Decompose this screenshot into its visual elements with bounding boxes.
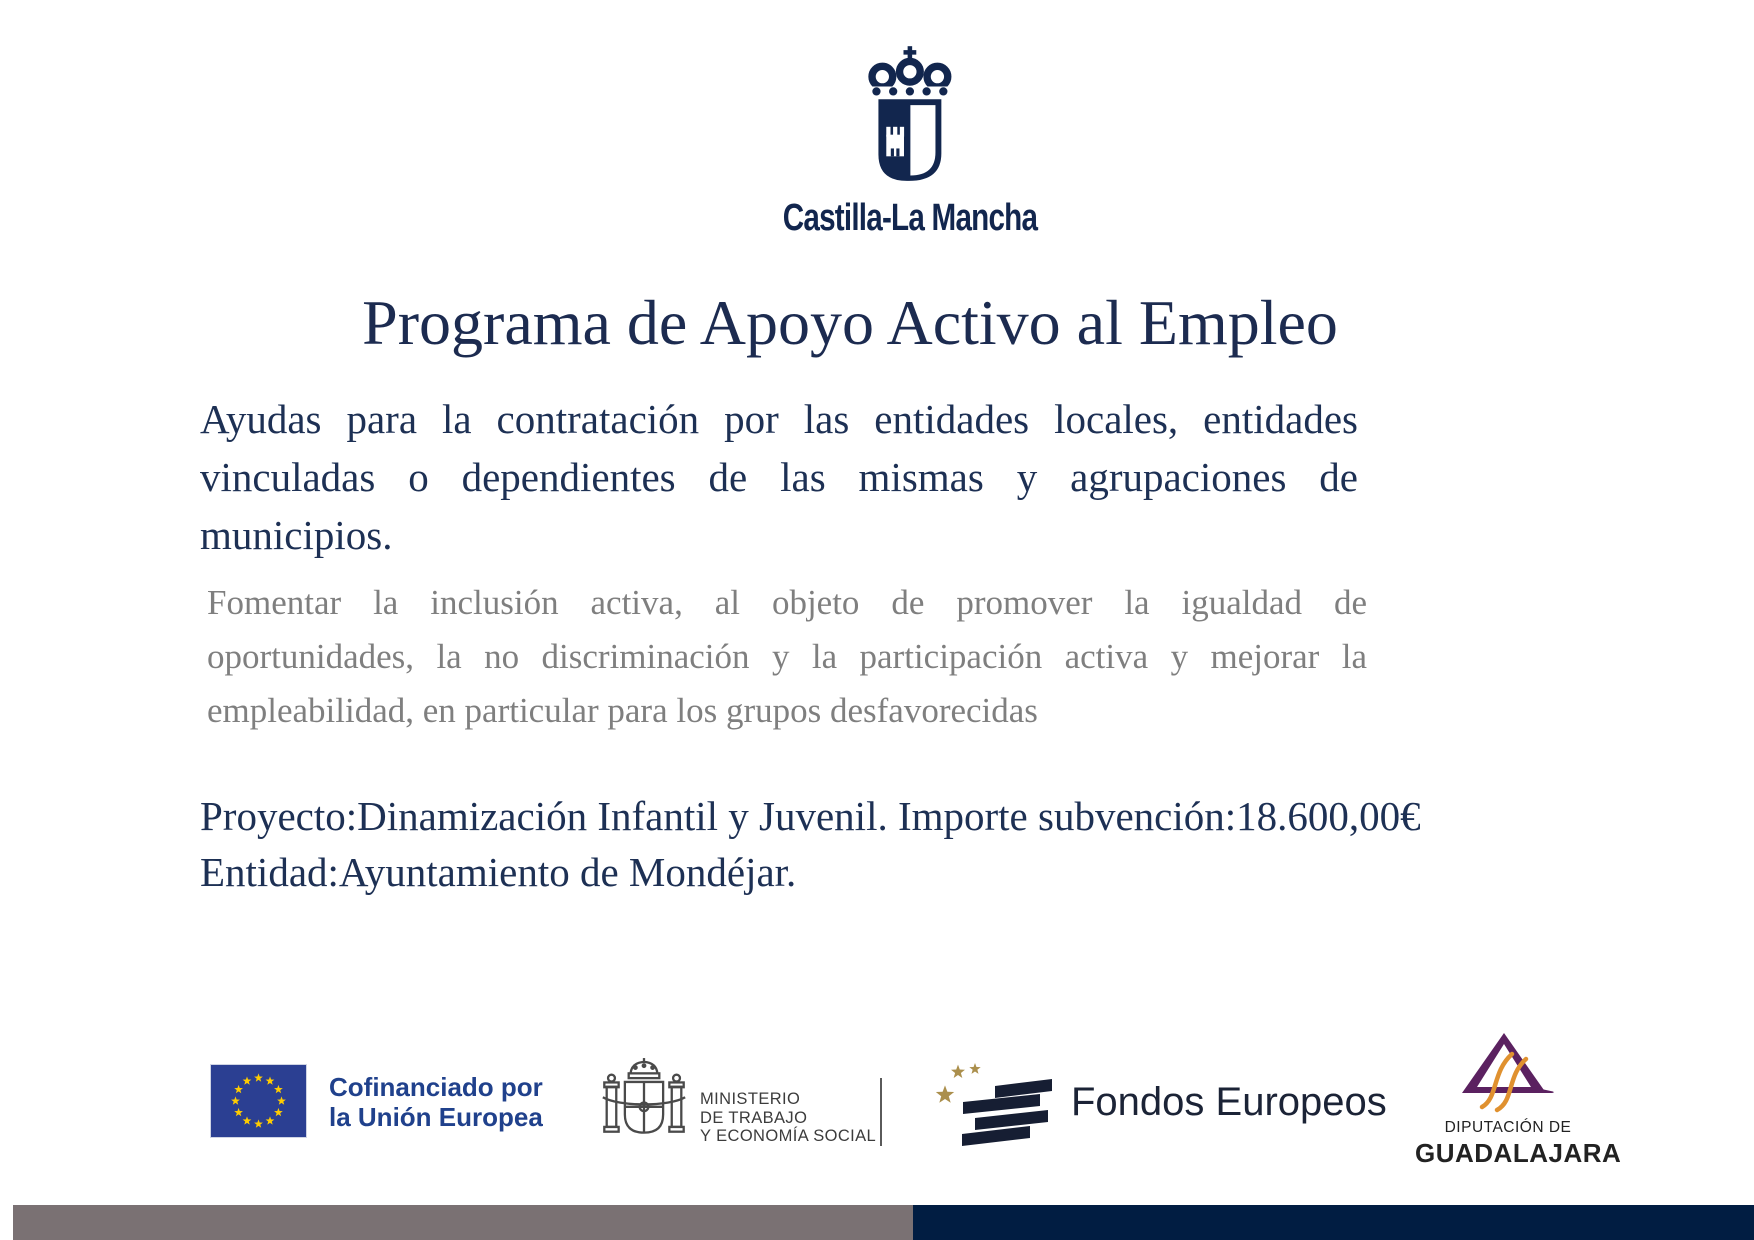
guadalajara-line-2: GUADALAJARA bbox=[1415, 1138, 1622, 1168]
eu-cofunding-logo bbox=[210, 1064, 543, 1138]
eu-cofunding-text bbox=[329, 1064, 543, 1138]
guadalajara-triangle-icon bbox=[1452, 1030, 1564, 1114]
main-paragraph bbox=[200, 390, 1358, 564]
eu-cofunding-line-1: Cofinanciado por bbox=[329, 1072, 543, 1102]
castilla-la-mancha-logo bbox=[747, 42, 1073, 240]
spain-coat-of-arms-icon bbox=[600, 1056, 688, 1150]
footer-bar-navy bbox=[913, 1205, 1754, 1240]
main-paragraph-line: vinculadas o dependientes de las mismas y agrupaciones de bbox=[200, 454, 1358, 500]
castilla-la-mancha-crown-shield-icon bbox=[851, 42, 969, 190]
project-line-1: Proyecto:Dinamización Infantil y Juvenil. Importe subvención:18.600,00€ bbox=[200, 793, 1421, 839]
project-line-2: Entidad:Ayuntamiento de Mondéjar. bbox=[200, 849, 797, 895]
fondos-europeos-flag-icon bbox=[933, 1056, 1055, 1154]
footer-bar-gray bbox=[13, 1205, 913, 1240]
secondary-paragraph-line: empleabilidad, en particular para los grupos desfavorecidas bbox=[207, 691, 1038, 730]
footer-divider bbox=[880, 1078, 882, 1146]
secondary-paragraph-line: Fomentar la inclusión activa, al objeto de promover la igualdad de bbox=[207, 583, 1367, 622]
guadalajara-line-1: DIPUTACIÓN DE bbox=[1444, 1119, 1572, 1136]
ministry-logo bbox=[600, 1056, 876, 1150]
secondary-paragraph-line: oportunidades, la no discriminación y la participación activa y mejorar la bbox=[207, 637, 1367, 676]
ministry-line-3: Y ECONOMÍA SOCIAL bbox=[700, 1127, 877, 1145]
eu-flag-icon bbox=[210, 1064, 307, 1138]
fondos-europeos-label: Fondos Europeos bbox=[1071, 1079, 1387, 1124]
main-paragraph-line: Ayudas para la contratación por las entidades locales, entidades bbox=[200, 396, 1358, 442]
page-title: Programa de Apoyo Activo al Empleo bbox=[362, 287, 1338, 358]
ministry-line-1: MINISTERIO bbox=[700, 1090, 801, 1108]
main-paragraph-line: municipios. bbox=[200, 512, 393, 558]
guadalajara-logo bbox=[1415, 1030, 1622, 1169]
fondos-europeos-logo bbox=[933, 1056, 1387, 1154]
secondary-paragraph bbox=[207, 576, 1367, 738]
project-details bbox=[200, 788, 1421, 900]
eu-cofunding-line-2: la Unión Europea bbox=[329, 1102, 543, 1132]
ministry-text bbox=[700, 1056, 876, 1150]
ministry-line-2: DE TRABAJO bbox=[700, 1108, 808, 1127]
castilla-la-mancha-wordmark: Castilla-La Mancha bbox=[782, 197, 1038, 239]
